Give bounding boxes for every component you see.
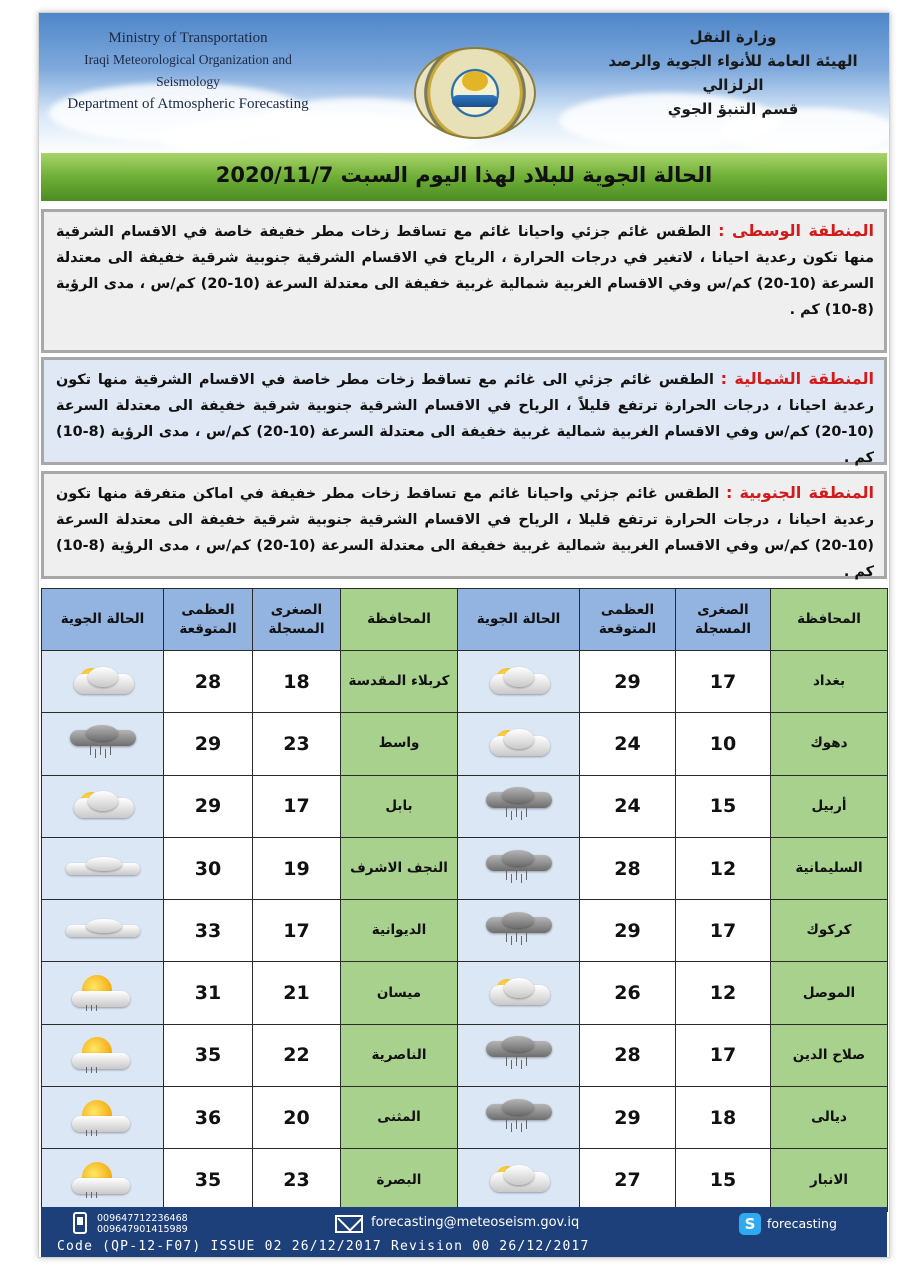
region-central-text: الطقس غائم جزئي واحيانا غائم مع تساقط زخات مطر خفيفة خاصة في الاقسام الشرقية منها تكون رعدية احيانا ، لاتغير في درجات الحرارة ، الرياح في الاقسام الشرقية جنوبية شرقية خفيفة الى معتدلة السرعة (10-20) كم/س وفي الاقسام الغربية شمالية غربية خفيفة الى معتدلة السرعة (10-20) كم/س ، مدى الرؤية (8-10) كم .: [56, 224, 874, 318]
governorate-name: أربيل: [771, 775, 888, 837]
weather-icon-cell: [458, 1024, 580, 1086]
min-temp: 17: [676, 651, 771, 713]
sun-cloud-icon: [64, 973, 142, 1013]
min-temp: 15: [676, 1149, 771, 1211]
max-temp: 24: [580, 775, 676, 837]
table-row: [42, 1024, 888, 1086]
region-central: [41, 209, 887, 353]
governorate-name: الديوانية: [341, 900, 458, 962]
rain-cloud-icon: [480, 786, 558, 826]
governorate-name: النجف الاشرف: [341, 837, 458, 899]
min-temp: 21: [253, 962, 341, 1024]
weather-icon-cell: [458, 900, 580, 962]
governorate-name: الناصرية: [341, 1024, 458, 1086]
max-temp: 35: [164, 1024, 253, 1086]
min-temp: 17: [253, 900, 341, 962]
max-temp: 31: [164, 962, 253, 1024]
max-temp: 29: [164, 713, 253, 775]
governorate-name: ديالى: [771, 1087, 888, 1149]
governorate-name: السليمانية: [771, 837, 888, 899]
governorate-name: الموصل: [771, 962, 888, 1024]
governorate-name: بابل: [341, 775, 458, 837]
max-temp: 29: [580, 900, 676, 962]
skype-handle[interactable]: forecasting: [767, 1216, 837, 1231]
max-temp: 26: [580, 962, 676, 1024]
min-temp: 10: [676, 713, 771, 775]
partly-cloudy-icon: [480, 724, 558, 764]
table-row: [42, 837, 888, 899]
region-south-text: الطقس غائم جزئي واحيانا غائم مع تساقط زخات مطر خفيفة في اماكن متفرقة منها تكون رعدية احيانا ، درجات الحرارة ترتفع قليلا ، الرياح في الاقسام الشرقية جنوبية شرقية خفيفة الى معتدلة السرعة (10-20) كم/س وفي الاقسام الغربية شمالية غربية خفيفة الى معتدلة السرعة (10-20) كم/س ، مدى الرؤية (8-10) كم .: [56, 486, 874, 580]
governorate-name: دهوك: [771, 713, 888, 775]
max-temp: 24: [580, 713, 676, 775]
weather-icon-cell: [42, 775, 164, 837]
logo-sun-icon: [462, 71, 488, 91]
min-temp: 12: [676, 837, 771, 899]
phone-icon: [73, 1212, 87, 1234]
table-row: [42, 1149, 888, 1211]
min-temp: 17: [676, 1024, 771, 1086]
governorate-name: ميسان: [341, 962, 458, 1024]
organization-name: Iraqi Meteorological Organization and Seismology: [84, 52, 292, 89]
max-temp: 27: [580, 1149, 676, 1211]
min-temp: 15: [676, 775, 771, 837]
max-temp: 28: [164, 651, 253, 713]
region-north-label: المنطقة الشمالية :: [720, 369, 875, 388]
rain-cloud-icon: [480, 849, 558, 889]
partly-cloudy-icon: [480, 1160, 558, 1200]
weather-icon-cell: [42, 1087, 164, 1149]
rain-cloud-icon: [480, 1035, 558, 1075]
email-link[interactable]: forecasting@meteoseism.gov.iq: [371, 1215, 580, 1230]
header-english: [53, 27, 323, 115]
cloudy-icon: [64, 849, 142, 889]
header-banner: [39, 13, 889, 153]
table-row: [42, 962, 888, 1024]
max-temp: 29: [580, 1087, 676, 1149]
region-central-label: المنطقة الوسطى :: [718, 221, 874, 240]
partly-cloudy-icon: [64, 662, 142, 702]
min-temp: 20: [253, 1087, 341, 1149]
min-temp: 18: [676, 1087, 771, 1149]
organization-logo: [414, 47, 536, 139]
phone-1: 009647712236468: [97, 1213, 188, 1224]
rain-cloud-icon: [480, 1098, 558, 1138]
header-max-right: العظمى المتوقعة: [580, 589, 676, 651]
weather-icon-cell: [42, 962, 164, 1024]
footer: [41, 1207, 887, 1257]
table-row: [42, 713, 888, 775]
region-south: [41, 471, 887, 579]
region-north: [41, 357, 887, 465]
table-row: [42, 1087, 888, 1149]
min-temp: 23: [253, 713, 341, 775]
min-temp: 22: [253, 1024, 341, 1086]
table-row: [42, 651, 888, 713]
min-temp: 17: [253, 775, 341, 837]
sun-cloud-icon: [64, 1160, 142, 1200]
max-temp: 29: [164, 775, 253, 837]
ministry-name: Ministry of Transportation: [108, 30, 268, 46]
email-icon: [335, 1215, 363, 1233]
partly-cloudy-icon: [480, 973, 558, 1013]
max-temp: 33: [164, 900, 253, 962]
governorate-name: البصرة: [341, 1149, 458, 1211]
max-temp: 28: [580, 1024, 676, 1086]
min-temp: 17: [676, 900, 771, 962]
rain-cloud-icon: [480, 911, 558, 951]
table-header-row: [42, 589, 888, 651]
table-row: [42, 900, 888, 962]
partly-cloudy-icon: [480, 662, 558, 702]
weather-icon-cell: [42, 713, 164, 775]
department-name: Department of Atmospheric Forecasting: [67, 96, 309, 112]
header-arabic: [593, 25, 873, 121]
region-north-text: الطقس غائم جزئي الى غائم مع تساقط زخات مطر خاصة في الاقسام الشرقية منها تكون رعدية احيانا ، درجات الحرارة ترتفع قليلاً ، الرياح في الاقسام الشرقية جنوبية شرقية خفيفة الى معتدلة السرعة (10-20) كم/س وفي الاقسام الغربية شمالية غربية خفيفة الى معتدلة السرعة (10-20) كم/س ، مدى الرؤية (8-10) كم .: [56, 372, 874, 466]
weather-icon-cell: [42, 651, 164, 713]
document-code: Code (QP-12-F07) ISSUE 02 26/12/2017 Revision 00 26/12/2017: [57, 1239, 590, 1254]
sun-cloud-icon: [64, 1098, 142, 1138]
phone-numbers: [97, 1213, 188, 1235]
weather-icon-cell: [42, 900, 164, 962]
weather-icon-cell: [458, 837, 580, 899]
weather-icon-cell: [458, 651, 580, 713]
weather-icon-cell: [458, 1087, 580, 1149]
governorate-name: الانبار: [771, 1149, 888, 1211]
max-temp: 28: [580, 837, 676, 899]
max-temp: 30: [164, 837, 253, 899]
page-title: الحالة الجوية للبلاد لهذا اليوم السبت 2020/11/7: [215, 163, 713, 187]
rain-cloud-icon: [64, 724, 142, 764]
table-row: [42, 775, 888, 837]
header-min-left: الصغرى المسجلة: [253, 589, 341, 651]
weather-icon-cell: [458, 713, 580, 775]
header-governorate-left: المحافظة: [341, 589, 458, 651]
weather-icon-cell: [42, 837, 164, 899]
weather-icon-cell: [42, 1149, 164, 1211]
skype-icon: S: [739, 1213, 761, 1235]
header-weather-left: الحالة الجوية: [42, 589, 164, 651]
governorate-name: صلاح الدين: [771, 1024, 888, 1086]
sun-cloud-icon: [64, 1035, 142, 1075]
weather-icon-cell: [458, 962, 580, 1024]
ministry-name-ar: وزارة النقل: [689, 28, 777, 46]
logo-wave-icon: [452, 95, 498, 107]
partly-cloudy-icon: [64, 786, 142, 826]
min-temp: 19: [253, 837, 341, 899]
weather-icon-cell: [458, 775, 580, 837]
governorate-name: كركوك: [771, 900, 888, 962]
forecast-sheet: [38, 12, 890, 1258]
header-governorate-right: المحافظة: [771, 589, 888, 651]
header-weather-right: الحالة الجوية: [458, 589, 580, 651]
max-temp: 29: [580, 651, 676, 713]
cloudy-icon: [64, 911, 142, 951]
phone-2: 009647901415989: [97, 1224, 188, 1235]
min-temp: 12: [676, 962, 771, 1024]
weather-icon-cell: [458, 1149, 580, 1211]
min-temp: 23: [253, 1149, 341, 1211]
region-south-label: المنطقة الجنوبية :: [725, 483, 875, 502]
min-temp: 18: [253, 651, 341, 713]
max-temp: 35: [164, 1149, 253, 1211]
header-max-left: العظمى المتوقعة: [164, 589, 253, 651]
forecast-table: [41, 588, 888, 1212]
governorate-name: كربلاء المقدسة: [341, 651, 458, 713]
governorate-name: بغداد: [771, 651, 888, 713]
title-bar: [41, 153, 887, 201]
department-name-ar: قسم التنبؤ الجوي: [667, 100, 799, 118]
governorate-name: واسط: [341, 713, 458, 775]
header-min-right: الصغرى المسجلة: [676, 589, 771, 651]
governorate-name: المثنى: [341, 1087, 458, 1149]
organization-name-ar: الهيئة العامة للأنواء الجوية والرصد الزلزالي: [608, 52, 858, 94]
weather-icon-cell: [42, 1024, 164, 1086]
max-temp: 36: [164, 1087, 253, 1149]
